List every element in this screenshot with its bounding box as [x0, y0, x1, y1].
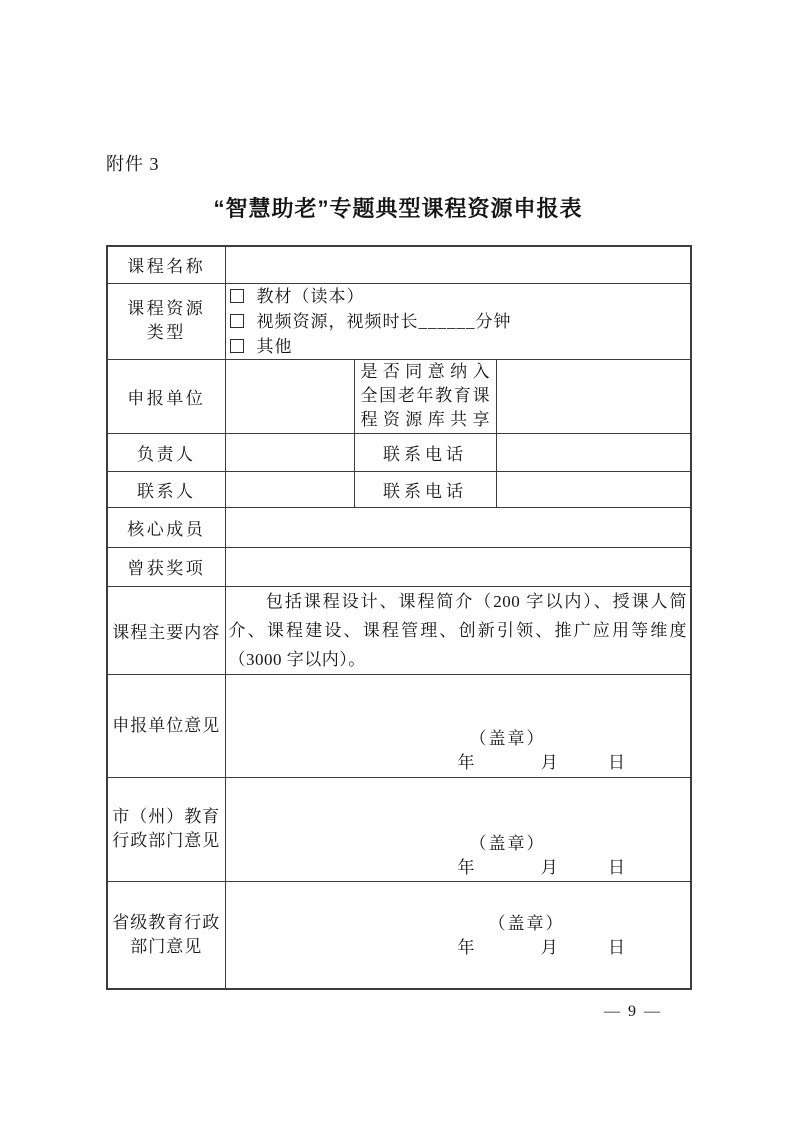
share-consent-line3: 程资源库共享 [360, 410, 490, 429]
opinion-applicant-unit-label [107, 674, 225, 777]
leader-phone-value-cell [496, 433, 691, 471]
opinion-applicant-unit-label-line1: 申报单位意见 [112, 715, 221, 735]
option-textbook [226, 284, 691, 309]
date-placeholder [458, 853, 626, 878]
applicant-unit-value-cell [225, 359, 354, 433]
leader-value-cell [225, 433, 354, 471]
opinion-province-education-cell [225, 881, 691, 989]
row-applicant-unit [107, 359, 691, 433]
row-course-name [107, 246, 691, 283]
opinion-province-education-label-line2: 部门意见 [130, 936, 203, 956]
row-awards [107, 547, 691, 586]
main-content-description: 包括课程设计、课程简介（200 字以内）、授课人简介、课程建设、课程管理、创新引领、推广应用等维度（3000 字以内）。 [228, 591, 687, 669]
row-contact [107, 471, 691, 507]
checkbox-icon[interactable] [230, 339, 244, 353]
opinion-city-education-label-line2: 行政部门意见 [112, 831, 221, 850]
share-consent-line2: 全国老年教育课 [360, 386, 490, 405]
opinion-applicant-unit-cell [225, 674, 691, 777]
seal-placeholder: （盖章） [488, 913, 565, 933]
opinion-city-education-label [107, 777, 225, 881]
attachment-label: 附件 3 [106, 154, 160, 174]
month-label: 月 [540, 937, 558, 957]
year-label: 年 [457, 857, 475, 877]
awards-value-cell [225, 547, 691, 586]
share-consent-value-cell [496, 359, 691, 433]
main-content-label: 课程主要内容 [107, 586, 225, 674]
resource-type-options-cell [225, 283, 691, 359]
seal-placeholder: （盖章） [469, 833, 546, 853]
option-other [226, 334, 691, 359]
share-consent-label [354, 359, 496, 433]
option-video [226, 309, 691, 334]
row-main-content [107, 586, 691, 674]
applicant-unit-label: 申报单位 [107, 359, 225, 433]
day-label: 日 [608, 752, 625, 772]
date-placeholder [458, 933, 626, 958]
resource-type-label [107, 283, 225, 359]
opinion-province-education-label [107, 881, 225, 989]
row-opinion-province-education [107, 881, 691, 989]
checkbox-icon[interactable] [230, 314, 244, 328]
checkbox-icon[interactable] [230, 289, 244, 303]
year-label: 年 [457, 937, 475, 957]
core-members-value-cell [225, 507, 691, 547]
contact-value-cell [225, 471, 354, 507]
day-label: 日 [608, 937, 625, 957]
seal-placeholder: （盖章） [469, 728, 546, 748]
application-form-table [106, 245, 692, 990]
option-textbook-label: 教材（读本） [256, 286, 365, 306]
awards-label: 曾获奖项 [107, 547, 225, 586]
leader-phone-label: 联系电话 [354, 433, 496, 471]
contact-phone-value-cell [496, 471, 691, 507]
option-other-label: 其他 [256, 336, 293, 356]
leader-label: 负责人 [107, 433, 225, 471]
resource-type-label-line2: 类型 [146, 323, 186, 342]
date-placeholder [458, 748, 626, 773]
contact-phone-label: 联系电话 [354, 471, 496, 507]
course-name-value-cell [225, 246, 691, 283]
course-name-label: 课程名称 [107, 246, 225, 283]
share-consent-line1: 是否同意纳入 [360, 362, 490, 381]
page-title: “智慧助老”专题典型课程资源申报表 [213, 196, 583, 221]
opinion-province-education-label-line1: 省级教育行政 [112, 912, 221, 932]
resource-type-label-line1: 课程资源 [127, 299, 206, 318]
core-members-label: 核心成员 [107, 507, 225, 547]
page-number-text: — 9 — [604, 1003, 662, 1020]
year-label: 年 [457, 752, 475, 772]
opinion-city-education-cell [225, 777, 691, 881]
row-opinion-applicant-unit [107, 674, 691, 777]
month-label: 月 [540, 752, 558, 772]
day-label: 日 [608, 857, 625, 877]
row-core-members [107, 507, 691, 547]
option-video-label: 视频资源，视频时长______分钟 [256, 311, 512, 331]
row-resource-type [107, 283, 691, 359]
main-content-cell [225, 586, 691, 674]
opinion-city-education-label-line1: 市（州）教育 [112, 807, 221, 826]
row-opinion-city-education [107, 777, 691, 881]
contact-label: 联系人 [107, 471, 225, 507]
row-leader [107, 433, 691, 471]
month-label: 月 [540, 857, 558, 877]
